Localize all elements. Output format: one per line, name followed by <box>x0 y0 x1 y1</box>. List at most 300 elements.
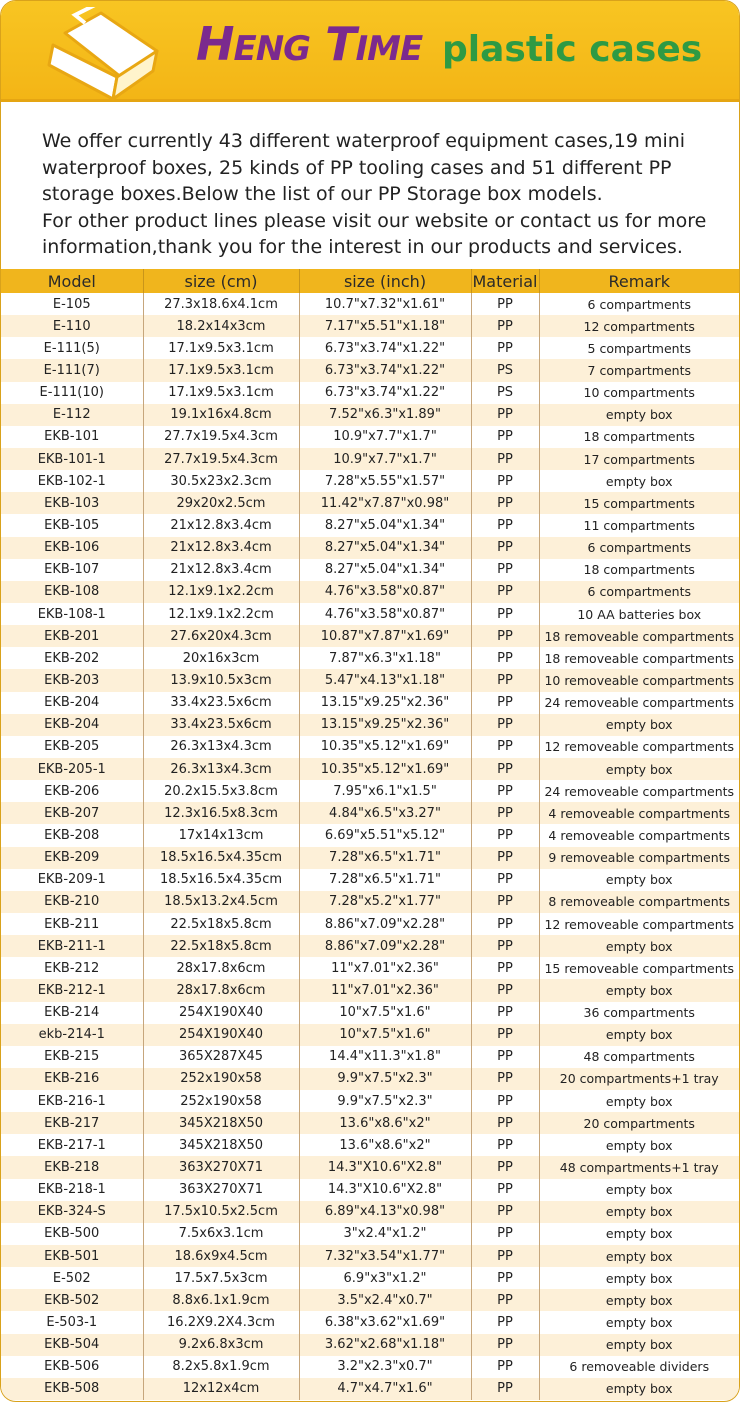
cell-material: PP <box>471 1311 539 1333</box>
cell-size-cm: 18.5x16.5x4.35cm <box>143 869 299 891</box>
cell-material: PP <box>471 581 539 603</box>
cell-remark: 15 removeable compartments <box>539 957 739 979</box>
cell-material: PP <box>471 913 539 935</box>
cell-model: EKB-502 <box>1 1289 143 1311</box>
table-row <box>1 1134 739 1156</box>
cell-size-inch: 3"x2.4"x1.2" <box>299 1223 471 1245</box>
cell-size-inch: 14.3"X10.6"X2.8" <box>299 1156 471 1178</box>
cell-size-inch: 13.15"x9.25"x2.36" <box>299 692 471 714</box>
table-row <box>1 359 739 381</box>
table-row <box>1 1002 739 1024</box>
cell-remark: empty box <box>539 404 739 426</box>
cell-remark: 36 compartments <box>539 1002 739 1024</box>
cell-material: PP <box>471 1201 539 1223</box>
cell-material: PP <box>471 1134 539 1156</box>
cell-size-cm: 33.4x23.5x6cm <box>143 692 299 714</box>
tagline: plastic cases <box>442 29 703 70</box>
cell-material: PP <box>471 537 539 559</box>
table-row <box>1 647 739 669</box>
cell-remark: 5 compartments <box>539 337 739 359</box>
cell-material: PP <box>471 404 539 426</box>
cell-size-cm: 13.9x10.5x3cm <box>143 669 299 691</box>
table-row <box>1 382 739 404</box>
cell-size-inch: 9.9"x7.5"x2.3" <box>299 1090 471 1112</box>
cell-size-inch: 4.84"x6.5"x3.27" <box>299 802 471 824</box>
cell-material: PP <box>471 714 539 736</box>
cell-remark: 6 compartments <box>539 581 739 603</box>
cell-material: PP <box>471 337 539 359</box>
intro-paragraph: We offer currently 43 different waterproof equipment cases,19 mini waterproof boxes, 25 kinds of PP tooling cases and 51 different PP storage boxes.Below the list of our PP Storage box models. <box>42 130 686 205</box>
cell-model: E-110 <box>1 315 143 337</box>
cell-model: EKB-203 <box>1 669 143 691</box>
table-row <box>1 293 739 315</box>
cell-remark: empty box <box>539 1024 739 1046</box>
cell-remark: empty box <box>539 1179 739 1201</box>
table-row <box>1 736 739 758</box>
cell-size-cm: 22.5x18x5.8cm <box>143 913 299 935</box>
cell-model: ekb-214-1 <box>1 1024 143 1046</box>
cell-material: PP <box>471 758 539 780</box>
cell-remark: empty box <box>539 869 739 891</box>
cell-remark: 10 compartments <box>539 382 739 404</box>
cell-size-cm: 18.6x9x4.5cm <box>143 1245 299 1267</box>
cell-material: PP <box>471 1356 539 1378</box>
table-header-row <box>1 269 739 293</box>
cell-size-inch: 7.28"x5.55"x1.57" <box>299 470 471 492</box>
cell-size-inch: 7.32"x3.54"x1.77" <box>299 1245 471 1267</box>
cell-model: EKB-204 <box>1 714 143 736</box>
cell-remark: empty box <box>539 1311 739 1333</box>
cell-material: PP <box>471 847 539 869</box>
cell-size-cm: 20.2x15.5x3.8cm <box>143 780 299 802</box>
table-row <box>1 1201 739 1223</box>
cell-remark: 6 removeable dividers <box>539 1356 739 1378</box>
cell-material: PP <box>471 293 539 315</box>
cell-material: PP <box>471 692 539 714</box>
cell-size-inch: 10.9"x7.7"x1.7" <box>299 448 471 470</box>
cell-remark: empty box <box>539 1090 739 1112</box>
cell-remark: 6 compartments <box>539 293 739 315</box>
cell-material: PP <box>471 1334 539 1356</box>
cell-model: EKB-215 <box>1 1046 143 1068</box>
cell-size-inch: 14.4"x11.3"x1.8" <box>299 1046 471 1068</box>
cell-model: E-111(10) <box>1 382 143 404</box>
cell-size-inch: 13.15"x9.25"x2.36" <box>299 714 471 736</box>
table-row <box>1 404 739 426</box>
cell-model: EKB-105 <box>1 514 143 536</box>
cell-size-cm: 18.2x14x3cm <box>143 315 299 337</box>
table-row <box>1 824 739 846</box>
cell-size-inch: 13.6"x8.6"x2" <box>299 1112 471 1134</box>
cell-size-inch: 10.9"x7.7"x1.7" <box>299 426 471 448</box>
cell-remark: empty box <box>539 1289 739 1311</box>
table-row <box>1 913 739 935</box>
cell-size-cm: 18.5x16.5x4.35cm <box>143 847 299 869</box>
brand-name: HENG TIME <box>196 17 423 71</box>
cell-model: EKB-206 <box>1 780 143 802</box>
cell-model: EKB-508 <box>1 1378 143 1400</box>
cell-material: PP <box>471 1245 539 1267</box>
cell-size-cm: 17.1x9.5x3.1cm <box>143 359 299 381</box>
cell-material: PP <box>471 647 539 669</box>
table-row <box>1 979 739 1001</box>
cell-remark: 24 removeable compartments <box>539 692 739 714</box>
cell-model: EKB-214 <box>1 1002 143 1024</box>
cell-material: PP <box>471 1378 539 1400</box>
cell-model: EKB-205 <box>1 736 143 758</box>
cell-remark: empty box <box>539 1267 739 1289</box>
cell-model: EKB-208 <box>1 824 143 846</box>
cell-model: EKB-205-1 <box>1 758 143 780</box>
cell-size-cm: 27.7x19.5x4.3cm <box>143 448 299 470</box>
cell-size-inch: 3.5"x2.4"x0.7" <box>299 1289 471 1311</box>
cell-material: PP <box>471 1090 539 1112</box>
table-row <box>1 1068 739 1090</box>
table-row <box>1 714 739 736</box>
cell-size-cm: 254X190X40 <box>143 1024 299 1046</box>
cell-material: PP <box>471 559 539 581</box>
cell-model: EKB-218-1 <box>1 1179 143 1201</box>
table-row <box>1 1378 739 1400</box>
cell-material: PS <box>471 359 539 381</box>
cell-material: PS <box>471 382 539 404</box>
cell-model: EKB-212 <box>1 957 143 979</box>
cell-size-inch: 6.73"x3.74"x1.22" <box>299 359 471 381</box>
cell-remark: 20 compartments <box>539 1112 739 1134</box>
cell-remark: 17 compartments <box>539 448 739 470</box>
cell-size-inch: 6.73"x3.74"x1.22" <box>299 382 471 404</box>
table-row <box>1 1356 739 1378</box>
table-row <box>1 1179 739 1201</box>
cell-model: EKB-216 <box>1 1068 143 1090</box>
cell-size-cm: 26.3x13x4.3cm <box>143 736 299 758</box>
cell-material: PP <box>471 957 539 979</box>
cell-size-inch: 6.73"x3.74"x1.22" <box>299 337 471 359</box>
table-row <box>1 581 739 603</box>
cell-remark: 10 AA batteries box <box>539 603 739 625</box>
cell-model: EKB-101 <box>1 426 143 448</box>
cell-remark: empty box <box>539 470 739 492</box>
cell-remark: 24 removeable compartments <box>539 780 739 802</box>
table-row <box>1 426 739 448</box>
cell-material: PP <box>471 824 539 846</box>
cell-size-inch: 8.86"x7.09"x2.28" <box>299 913 471 935</box>
table-row <box>1 559 739 581</box>
cell-size-cm: 8.8x6.1x1.9cm <box>143 1289 299 1311</box>
cell-remark: 15 compartments <box>539 492 739 514</box>
table-row <box>1 780 739 802</box>
cell-model: EKB-218 <box>1 1156 143 1178</box>
cell-remark: empty box <box>539 935 739 957</box>
cell-size-cm: 254X190X40 <box>143 1002 299 1024</box>
cell-size-inch: 7.28"x6.5"x1.71" <box>299 869 471 891</box>
cell-size-inch: 6.89"x4.13"x0.98" <box>299 1201 471 1223</box>
cell-material: PP <box>471 979 539 1001</box>
table-row <box>1 1024 739 1046</box>
cell-material: PP <box>471 426 539 448</box>
table-row <box>1 1334 739 1356</box>
cell-remark: 48 compartments+1 tray <box>539 1156 739 1178</box>
cell-size-inch: 7.95"x6.1"x1.5" <box>299 780 471 802</box>
cell-material: PP <box>471 891 539 913</box>
cell-size-cm: 21x12.8x3.4cm <box>143 559 299 581</box>
cell-model: E-503-1 <box>1 1311 143 1333</box>
cell-size-cm: 7.5x6x3.1cm <box>143 1223 299 1245</box>
cell-material: PP <box>471 935 539 957</box>
cell-size-cm: 345X218X50 <box>143 1134 299 1156</box>
cell-model: EKB-108 <box>1 581 143 603</box>
cell-model: EKB-107 <box>1 559 143 581</box>
column-header-size-inch: size (inch) <box>299 269 471 293</box>
table-row <box>1 625 739 647</box>
cell-size-cm: 30.5x23x2.3cm <box>143 470 299 492</box>
cell-material: PP <box>471 1223 539 1245</box>
table-row <box>1 1311 739 1333</box>
cell-size-inch: 10.87"x7.87"x1.69" <box>299 625 471 647</box>
cell-material: PP <box>471 736 539 758</box>
cell-size-inch: 7.87"x6.3"x1.18" <box>299 647 471 669</box>
cell-size-cm: 22.5x18x5.8cm <box>143 935 299 957</box>
cell-size-inch: 3.62"x2.68"x1.18" <box>299 1334 471 1356</box>
table-row <box>1 470 739 492</box>
cell-size-inch: 10"x7.5"x1.6" <box>299 1024 471 1046</box>
table-row <box>1 692 739 714</box>
cell-size-cm: 12x12x4cm <box>143 1378 299 1400</box>
cell-size-cm: 28x17.8x6cm <box>143 957 299 979</box>
cell-remark: empty box <box>539 1201 739 1223</box>
cell-model: EKB-102-1 <box>1 470 143 492</box>
cell-model: EKB-209-1 <box>1 869 143 891</box>
cell-size-inch: 10.35"x5.12"x1.69" <box>299 758 471 780</box>
cell-material: PP <box>471 1002 539 1024</box>
cell-size-inch: 4.76"x3.58"x0.87" <box>299 581 471 603</box>
cell-model: E-111(7) <box>1 359 143 381</box>
table-row <box>1 957 739 979</box>
table-row <box>1 1223 739 1245</box>
intro-text <box>42 128 722 261</box>
cell-remark: 9 removeable compartments <box>539 847 739 869</box>
cell-remark: 18 removeable compartments <box>539 647 739 669</box>
table-row <box>1 669 739 691</box>
cell-size-inch: 14.3"X10.6"X2.8" <box>299 1179 471 1201</box>
cell-material: PP <box>471 802 539 824</box>
cell-model: EKB-217-1 <box>1 1134 143 1156</box>
cell-remark: 10 removeable compartments <box>539 669 739 691</box>
cell-remark: 7 compartments <box>539 359 739 381</box>
cell-material: PP <box>471 492 539 514</box>
cell-model: EKB-211 <box>1 913 143 935</box>
cell-model: EKB-204 <box>1 692 143 714</box>
cell-size-inch: 11"x7.01"x2.36" <box>299 979 471 1001</box>
cell-remark: empty box <box>539 1134 739 1156</box>
cell-size-cm: 365X287X45 <box>143 1046 299 1068</box>
cell-size-inch: 8.27"x5.04"x1.34" <box>299 514 471 536</box>
cell-model: E-502 <box>1 1267 143 1289</box>
cell-remark: 4 removeable compartments <box>539 824 739 846</box>
cell-material: PP <box>471 1267 539 1289</box>
table-row <box>1 1267 739 1289</box>
cell-material: PP <box>471 780 539 802</box>
cell-model: EKB-207 <box>1 802 143 824</box>
cell-size-cm: 252x190x58 <box>143 1090 299 1112</box>
cell-model: E-112 <box>1 404 143 426</box>
cell-remark: empty box <box>539 979 739 1001</box>
table-row <box>1 492 739 514</box>
cell-material: PP <box>471 448 539 470</box>
cell-size-inch: 13.6"x8.6"x2" <box>299 1134 471 1156</box>
cell-size-cm: 8.2x5.8x1.9cm <box>143 1356 299 1378</box>
cell-material: PP <box>471 869 539 891</box>
cell-size-cm: 27.6x20x4.3cm <box>143 625 299 647</box>
cell-remark: 18 compartments <box>539 559 739 581</box>
cell-material: PP <box>471 315 539 337</box>
table-row <box>1 869 739 891</box>
plastic-case-icon <box>35 7 165 103</box>
cell-size-cm: 252x190x58 <box>143 1068 299 1090</box>
cell-material: PP <box>471 514 539 536</box>
cell-remark: 20 compartments+1 tray <box>539 1068 739 1090</box>
cell-model: EKB-210 <box>1 891 143 913</box>
cell-remark: 6 compartments <box>539 537 739 559</box>
cell-model: EKB-504 <box>1 1334 143 1356</box>
cell-size-cm: 21x12.8x3.4cm <box>143 514 299 536</box>
cell-remark: 48 compartments <box>539 1046 739 1068</box>
cell-model: EKB-202 <box>1 647 143 669</box>
column-header-remark: Remark <box>539 269 739 293</box>
cell-size-inch: 6.38"x3.62"x1.69" <box>299 1311 471 1333</box>
cell-size-inch: 11"x7.01"x2.36" <box>299 957 471 979</box>
cell-size-inch: 4.76"x3.58"x0.87" <box>299 603 471 625</box>
table-row <box>1 1156 739 1178</box>
cell-size-cm: 29x20x2.5cm <box>143 492 299 514</box>
cell-size-cm: 28x17.8x6cm <box>143 979 299 1001</box>
cell-size-inch: 8.27"x5.04"x1.34" <box>299 537 471 559</box>
cell-size-cm: 17.1x9.5x3.1cm <box>143 382 299 404</box>
cell-size-inch: 10.35"x5.12"x1.69" <box>299 736 471 758</box>
cell-remark: 12 compartments <box>539 315 739 337</box>
table-row <box>1 1112 739 1134</box>
cell-model: EKB-211-1 <box>1 935 143 957</box>
intro-paragraph: For other product lines please visit our website or contact us for more information,thank you for the interest in our products and services. <box>42 209 707 258</box>
table-row <box>1 514 739 536</box>
column-header-size-cm: size (cm) <box>143 269 299 293</box>
table-row <box>1 315 739 337</box>
cell-size-inch: 7.28"x6.5"x1.71" <box>299 847 471 869</box>
cell-material: PP <box>471 1179 539 1201</box>
cell-size-inch: 11.42"x7.87"x0.98" <box>299 492 471 514</box>
cell-remark: 12 removeable compartments <box>539 913 739 935</box>
cell-model: EKB-216-1 <box>1 1090 143 1112</box>
cell-remark: 8 removeable compartments <box>539 891 739 913</box>
cell-size-cm: 17.5x7.5x3cm <box>143 1267 299 1289</box>
cell-size-inch: 4.7"x4.7"x1.6" <box>299 1378 471 1400</box>
cell-size-inch: 8.86"x7.09"x2.28" <box>299 935 471 957</box>
cell-model: EKB-501 <box>1 1245 143 1267</box>
cell-remark: 4 removeable compartments <box>539 802 739 824</box>
cell-material: PP <box>471 470 539 492</box>
cell-remark: 11 compartments <box>539 514 739 536</box>
cell-model: EKB-212-1 <box>1 979 143 1001</box>
header-banner <box>1 1 739 102</box>
cell-size-cm: 12.3x16.5x8.3cm <box>143 802 299 824</box>
cell-remark: empty box <box>539 1334 739 1356</box>
cell-remark: 18 removeable compartments <box>539 625 739 647</box>
cell-model: EKB-500 <box>1 1223 143 1245</box>
cell-model: E-105 <box>1 293 143 315</box>
table-row <box>1 802 739 824</box>
table-row <box>1 1090 739 1112</box>
cell-model: EKB-101-1 <box>1 448 143 470</box>
cell-remark: empty box <box>539 1245 739 1267</box>
column-header-model: Model <box>1 269 143 293</box>
cell-size-inch: 6.9"x3"x1.2" <box>299 1267 471 1289</box>
cell-size-inch: 3.2"x2.3"x0.7" <box>299 1356 471 1378</box>
cell-remark: empty box <box>539 714 739 736</box>
cell-size-inch: 7.28"x5.2"x1.77" <box>299 891 471 913</box>
table-row <box>1 891 739 913</box>
cell-material: PP <box>471 1289 539 1311</box>
cell-material: PP <box>471 1046 539 1068</box>
cell-size-inch: 10"x7.5"x1.6" <box>299 1002 471 1024</box>
cell-material: PP <box>471 1024 539 1046</box>
cell-size-cm: 20x16x3cm <box>143 647 299 669</box>
cell-size-cm: 33.4x23.5x6cm <box>143 714 299 736</box>
cell-model: E-111(5) <box>1 337 143 359</box>
cell-model: EKB-108-1 <box>1 603 143 625</box>
cell-material: PP <box>471 1068 539 1090</box>
cell-material: PP <box>471 625 539 647</box>
cell-model: EKB-209 <box>1 847 143 869</box>
table-row <box>1 448 739 470</box>
table-row <box>1 603 739 625</box>
cell-size-cm: 12.1x9.1x2.2cm <box>143 581 299 603</box>
cell-size-inch: 6.69"x5.51"x5.12" <box>299 824 471 846</box>
cell-size-inch: 7.52"x6.3"x1.89" <box>299 404 471 426</box>
cell-size-cm: 26.3x13x4.3cm <box>143 758 299 780</box>
cell-remark: 12 removeable compartments <box>539 736 739 758</box>
cell-remark: empty box <box>539 758 739 780</box>
cell-model: EKB-103 <box>1 492 143 514</box>
product-table <box>1 269 739 1400</box>
cell-material: PP <box>471 603 539 625</box>
table-row <box>1 1046 739 1068</box>
cell-size-cm: 363X270X71 <box>143 1156 299 1178</box>
cell-material: PP <box>471 1112 539 1134</box>
column-header-material: Material <box>471 269 539 293</box>
table-row <box>1 935 739 957</box>
cell-size-cm: 363X270X71 <box>143 1179 299 1201</box>
cell-model: EKB-106 <box>1 537 143 559</box>
cell-size-cm: 18.5x13.2x4.5cm <box>143 891 299 913</box>
cell-size-cm: 27.7x19.5x4.3cm <box>143 426 299 448</box>
table-row <box>1 337 739 359</box>
cell-size-cm: 19.1x16x4.8cm <box>143 404 299 426</box>
cell-size-cm: 27.3x18.6x4.1cm <box>143 293 299 315</box>
cell-model: EKB-201 <box>1 625 143 647</box>
cell-remark: empty box <box>539 1378 739 1400</box>
cell-size-cm: 9.2x6.8x3cm <box>143 1334 299 1356</box>
cell-size-cm: 345X218X50 <box>143 1112 299 1134</box>
table-row <box>1 1245 739 1267</box>
cell-remark: 18 compartments <box>539 426 739 448</box>
cell-size-inch: 9.9"x7.5"x2.3" <box>299 1068 471 1090</box>
cell-size-inch: 5.47"x4.13"x1.18" <box>299 669 471 691</box>
cell-size-cm: 17x14x13cm <box>143 824 299 846</box>
cell-model: EKB-217 <box>1 1112 143 1134</box>
cell-size-cm: 16.2X9.2X4.3cm <box>143 1311 299 1333</box>
cell-model: EKB-324-S <box>1 1201 143 1223</box>
cell-material: PP <box>471 669 539 691</box>
